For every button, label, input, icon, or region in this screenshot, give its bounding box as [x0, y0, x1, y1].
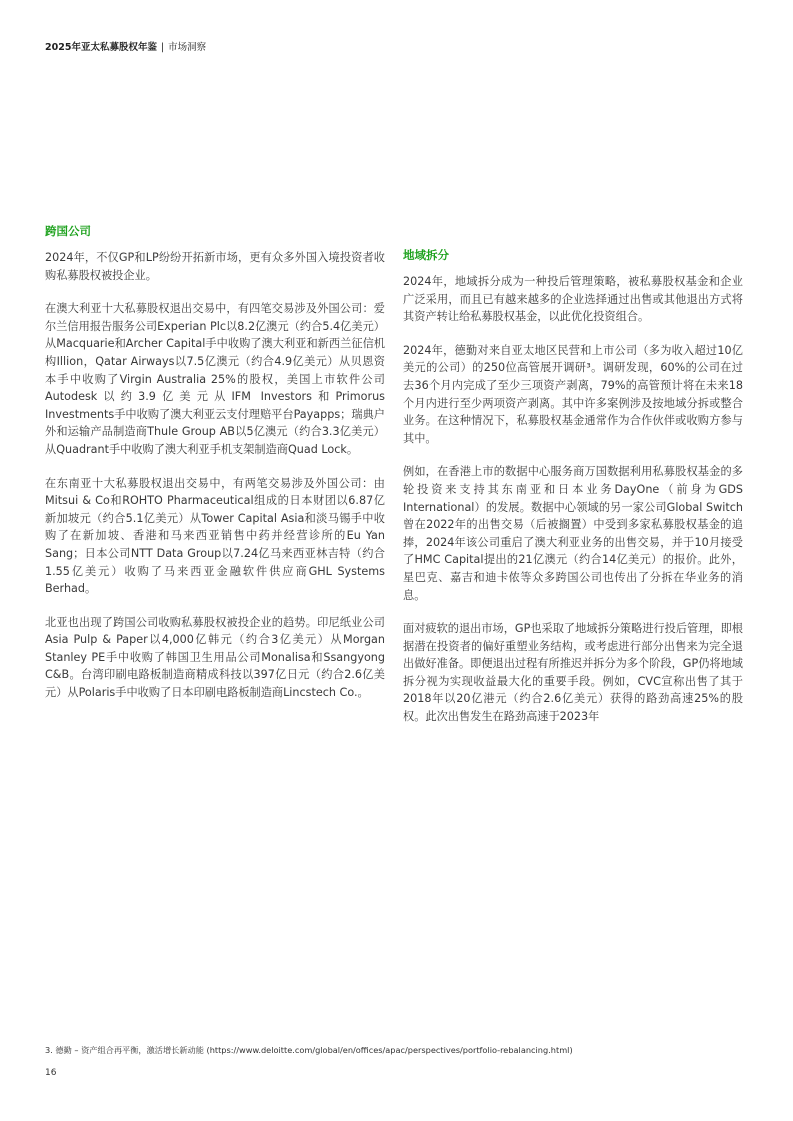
paragraph: 北亚也出现了跨国公司收购私募股权被投企业的趋势。印尼纸业公司Asia Pulp & Paper以4,000亿韩元（约合3亿美元）从Morgan Stanley PE手中收购了韩国卫生用品公司Monalisa和Ssangyong C&B。台湾印刷电路板制造商精成科技以397亿日元（约合2.6亿美元）从Polaris手中收购了日本印刷电路板制造商Lincstech Co.。 [45, 615, 385, 700]
report-title: 2025年亚太私募股权年鉴 [45, 42, 157, 53]
footnote: 3. 德勤 – 资产组合再平衡，激活增长新动能 (https://www.deloitte.com/global/en/offices/apac/perspectives/portfolio-rebalancing.html) [45, 1045, 573, 1055]
paragraph: 面对疲软的退出市场，GP也采取了地域拆分策略进行投后管理，即根据潜在投资者的偏好重塑业务结构，或考虑进行部分出售来为完全退出做好准备。即便退出过程有所推迟并拆分为多个阶段，GP仍将地域拆分视为实现收益最大化的重要手段。例如，CVC宣称出售了其于2018年以20亿港元（约合2.6亿美元）获得的路劲高速25%的股权。此次出售发生在路劲高速于2023年 [403, 622, 743, 724]
paragraph: 在澳大利亚十大私募股权退出交易中，有四笔交易涉及外国公司：爱尔兰信用报告服务公司Experian Plc以8.2亿澳元（约合5.4亿美元）从Macquarie和Archer Capital手中收购了澳大利亚和新西兰征信机构Illion，Qatar Airways以7.5亿澳元（约合4.9亿美元）从贝恩资本手中收购了Virgin Australia 25%的股权，美国上市软件公司Autodesk以约3.9亿美元从IFM Investors和Primorus Investments手中收购了澳大利亚云支付理赔平台Payapps；瑞典户外和运输产品制造商Thule Group AB以5亿澳元（约合3.3亿美元）从Quadrant手中收购了澳大利亚手机支架制造商Quad Lock。 [45, 302, 385, 456]
paragraph: 例如，在香港上市的数据中心服务商万国数据利用私募股权基金的多轮投资来支持其东南亚和日本业务DayOne（前身为GDS International）的发展。数据中心领域的另一家公司Global Switch曾在2022年的出售交易（后被搁置）中受到多家私募股权基金的追捧，2024年该公司重启了澳大利亚业务的出售交易，并于10月接受了HMC Capital提出的21亿澳元（约合14亿美元）的报价。此外，星巴克、嘉吉和迪卡侬等众多跨国公司也传出了分拆在华业务的消息。 [403, 465, 743, 602]
page-number: 16 [45, 1068, 57, 1078]
running-header [45, 42, 206, 54]
paragraph: 在东南亚十大私募股权退出交易中，有两笔交易涉及外国公司：由Mitsui & Co和ROHTO Pharmaceutical组成的日本财团以6.87亿新加坡元（约合5.1亿美元）从Tower Capital Asia和淡马锡手中收购了在新加坡、香港和马来西亚销售中药并经营诊所的Eu Yan Sang；日本公司NTT Data Group以7.24亿马来西亚林吉特（约合1.55亿美元）收购了马来西亚金融软件供应商GHL Systems Berhad。 [45, 476, 385, 596]
section-label: 市场洞察 [168, 42, 207, 53]
right-column [403, 248, 743, 742]
paragraph: 2024年，地域拆分成为一种投后管理策略，被私募股权基金和企业广泛采用，而且已有越来越多的企业选择通过出售或其他退出方式将其资产转让给私募股权基金，以此优化投资组合。 [403, 275, 743, 324]
section-heading-geographic-carveout: 地域拆分 [403, 248, 449, 262]
section-heading-multinational: 跨国公司 [45, 224, 91, 238]
header-separator: | [160, 42, 165, 53]
left-column [45, 224, 385, 718]
paragraph: 2024年，德勤对来自亚太地区民营和上市公司（多为收入超过10亿美元的公司）的250位高管展开调研³。调研发现，60%的公司在过去36个月内完成了至少三项资产剥离，79%的高管预计将在未来18个月内进行至少两项资产剥离。其中许多案例涉及按地域分拆或整合业务。在这种情况下，私募股权基金通常作为合作伙伴或收购方参与其中。 [403, 343, 743, 445]
paragraph: 2024年，不仅GP和LP纷纷开拓新市场，更有众多外国入境投资者收购私募股权被投企业。 [45, 251, 385, 282]
